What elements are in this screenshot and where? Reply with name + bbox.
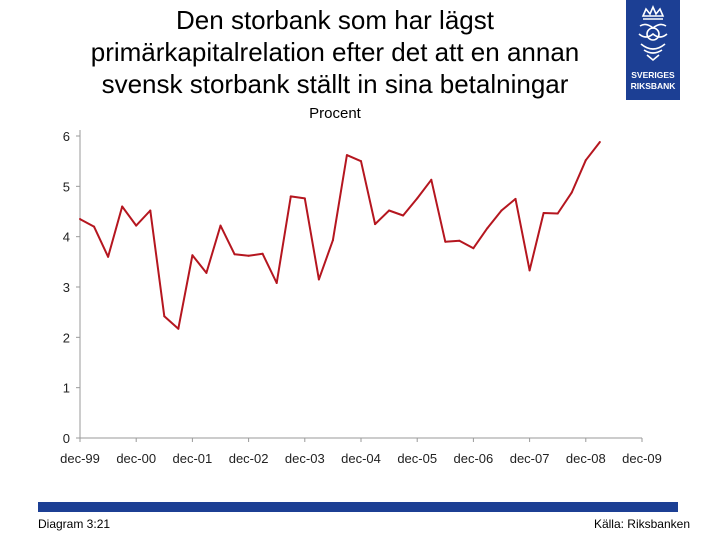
data-point xyxy=(388,209,390,211)
data-point xyxy=(304,197,306,199)
x-tick-label: dec-01 xyxy=(172,451,213,466)
data-point xyxy=(585,159,587,161)
data-point xyxy=(571,191,573,193)
x-tick-label: dec-08 xyxy=(565,451,606,466)
data-point xyxy=(79,218,81,220)
data-point xyxy=(121,205,123,207)
data-point xyxy=(276,282,278,284)
data-point xyxy=(205,272,207,274)
diagram-number: Diagram 3:21 xyxy=(38,517,111,531)
data-point xyxy=(234,253,236,255)
data-point xyxy=(529,269,531,271)
source-note: Källa: Riksbanken xyxy=(593,517,690,531)
data-point xyxy=(248,255,250,257)
data-point xyxy=(220,225,222,227)
x-tick-label: dec-09 xyxy=(622,451,662,466)
data-point xyxy=(290,195,292,197)
data-point xyxy=(472,247,474,249)
x-tick-label: dec-04 xyxy=(341,451,381,466)
data-point xyxy=(599,141,601,143)
data-point xyxy=(444,241,446,243)
data-point xyxy=(374,223,376,225)
data-point xyxy=(149,209,151,211)
y-tick-label: 6 xyxy=(62,129,70,144)
y-tick-label: 0 xyxy=(62,431,70,446)
x-tick-label: dec-00 xyxy=(116,451,157,466)
y-axis-label: Procent xyxy=(309,105,361,122)
y-tick-label: 5 xyxy=(62,179,70,195)
y-tick-label: 4 xyxy=(62,229,70,245)
chart-title-line: primärkapitalrelation efter det att en annan xyxy=(90,37,580,67)
data-point xyxy=(557,213,559,215)
data-point xyxy=(515,198,517,200)
x-tick-label: dec-02 xyxy=(228,451,269,466)
data-point xyxy=(262,253,264,255)
x-tick-label: dec-06 xyxy=(453,451,494,466)
footer-bar xyxy=(38,502,678,512)
data-point xyxy=(346,154,348,156)
data-point xyxy=(135,225,137,227)
y-tick-label: 1 xyxy=(62,380,70,396)
data-point xyxy=(458,240,460,242)
data-point xyxy=(360,160,362,162)
data-point xyxy=(93,226,95,228)
x-tick-label: dec-99 xyxy=(60,451,100,466)
data-point xyxy=(163,315,165,317)
data-point xyxy=(430,179,432,181)
chart-title-line: Den storbank som har lägst xyxy=(176,5,494,35)
chart-title-line: svensk storbank ställt in sina betalningar xyxy=(101,69,569,99)
data-point xyxy=(402,215,404,217)
logo-text-line: RIKSBANK xyxy=(630,81,676,91)
data-point xyxy=(191,254,193,256)
data-point xyxy=(543,212,545,214)
series-line xyxy=(80,142,600,329)
data-point xyxy=(501,209,503,211)
y-tick-label: 3 xyxy=(62,280,70,295)
data-point xyxy=(177,328,179,330)
data-point xyxy=(318,278,320,280)
y-tick-label: 2 xyxy=(62,330,70,346)
x-tick-label: dec-03 xyxy=(284,451,325,466)
data-point xyxy=(332,239,334,241)
logo-text-line: SVERIGES xyxy=(631,70,675,80)
x-tick-label: dec-07 xyxy=(509,451,550,466)
data-point xyxy=(107,256,109,258)
x-tick-label: dec-05 xyxy=(397,451,438,466)
data-point xyxy=(416,197,418,199)
data-point xyxy=(486,227,488,229)
